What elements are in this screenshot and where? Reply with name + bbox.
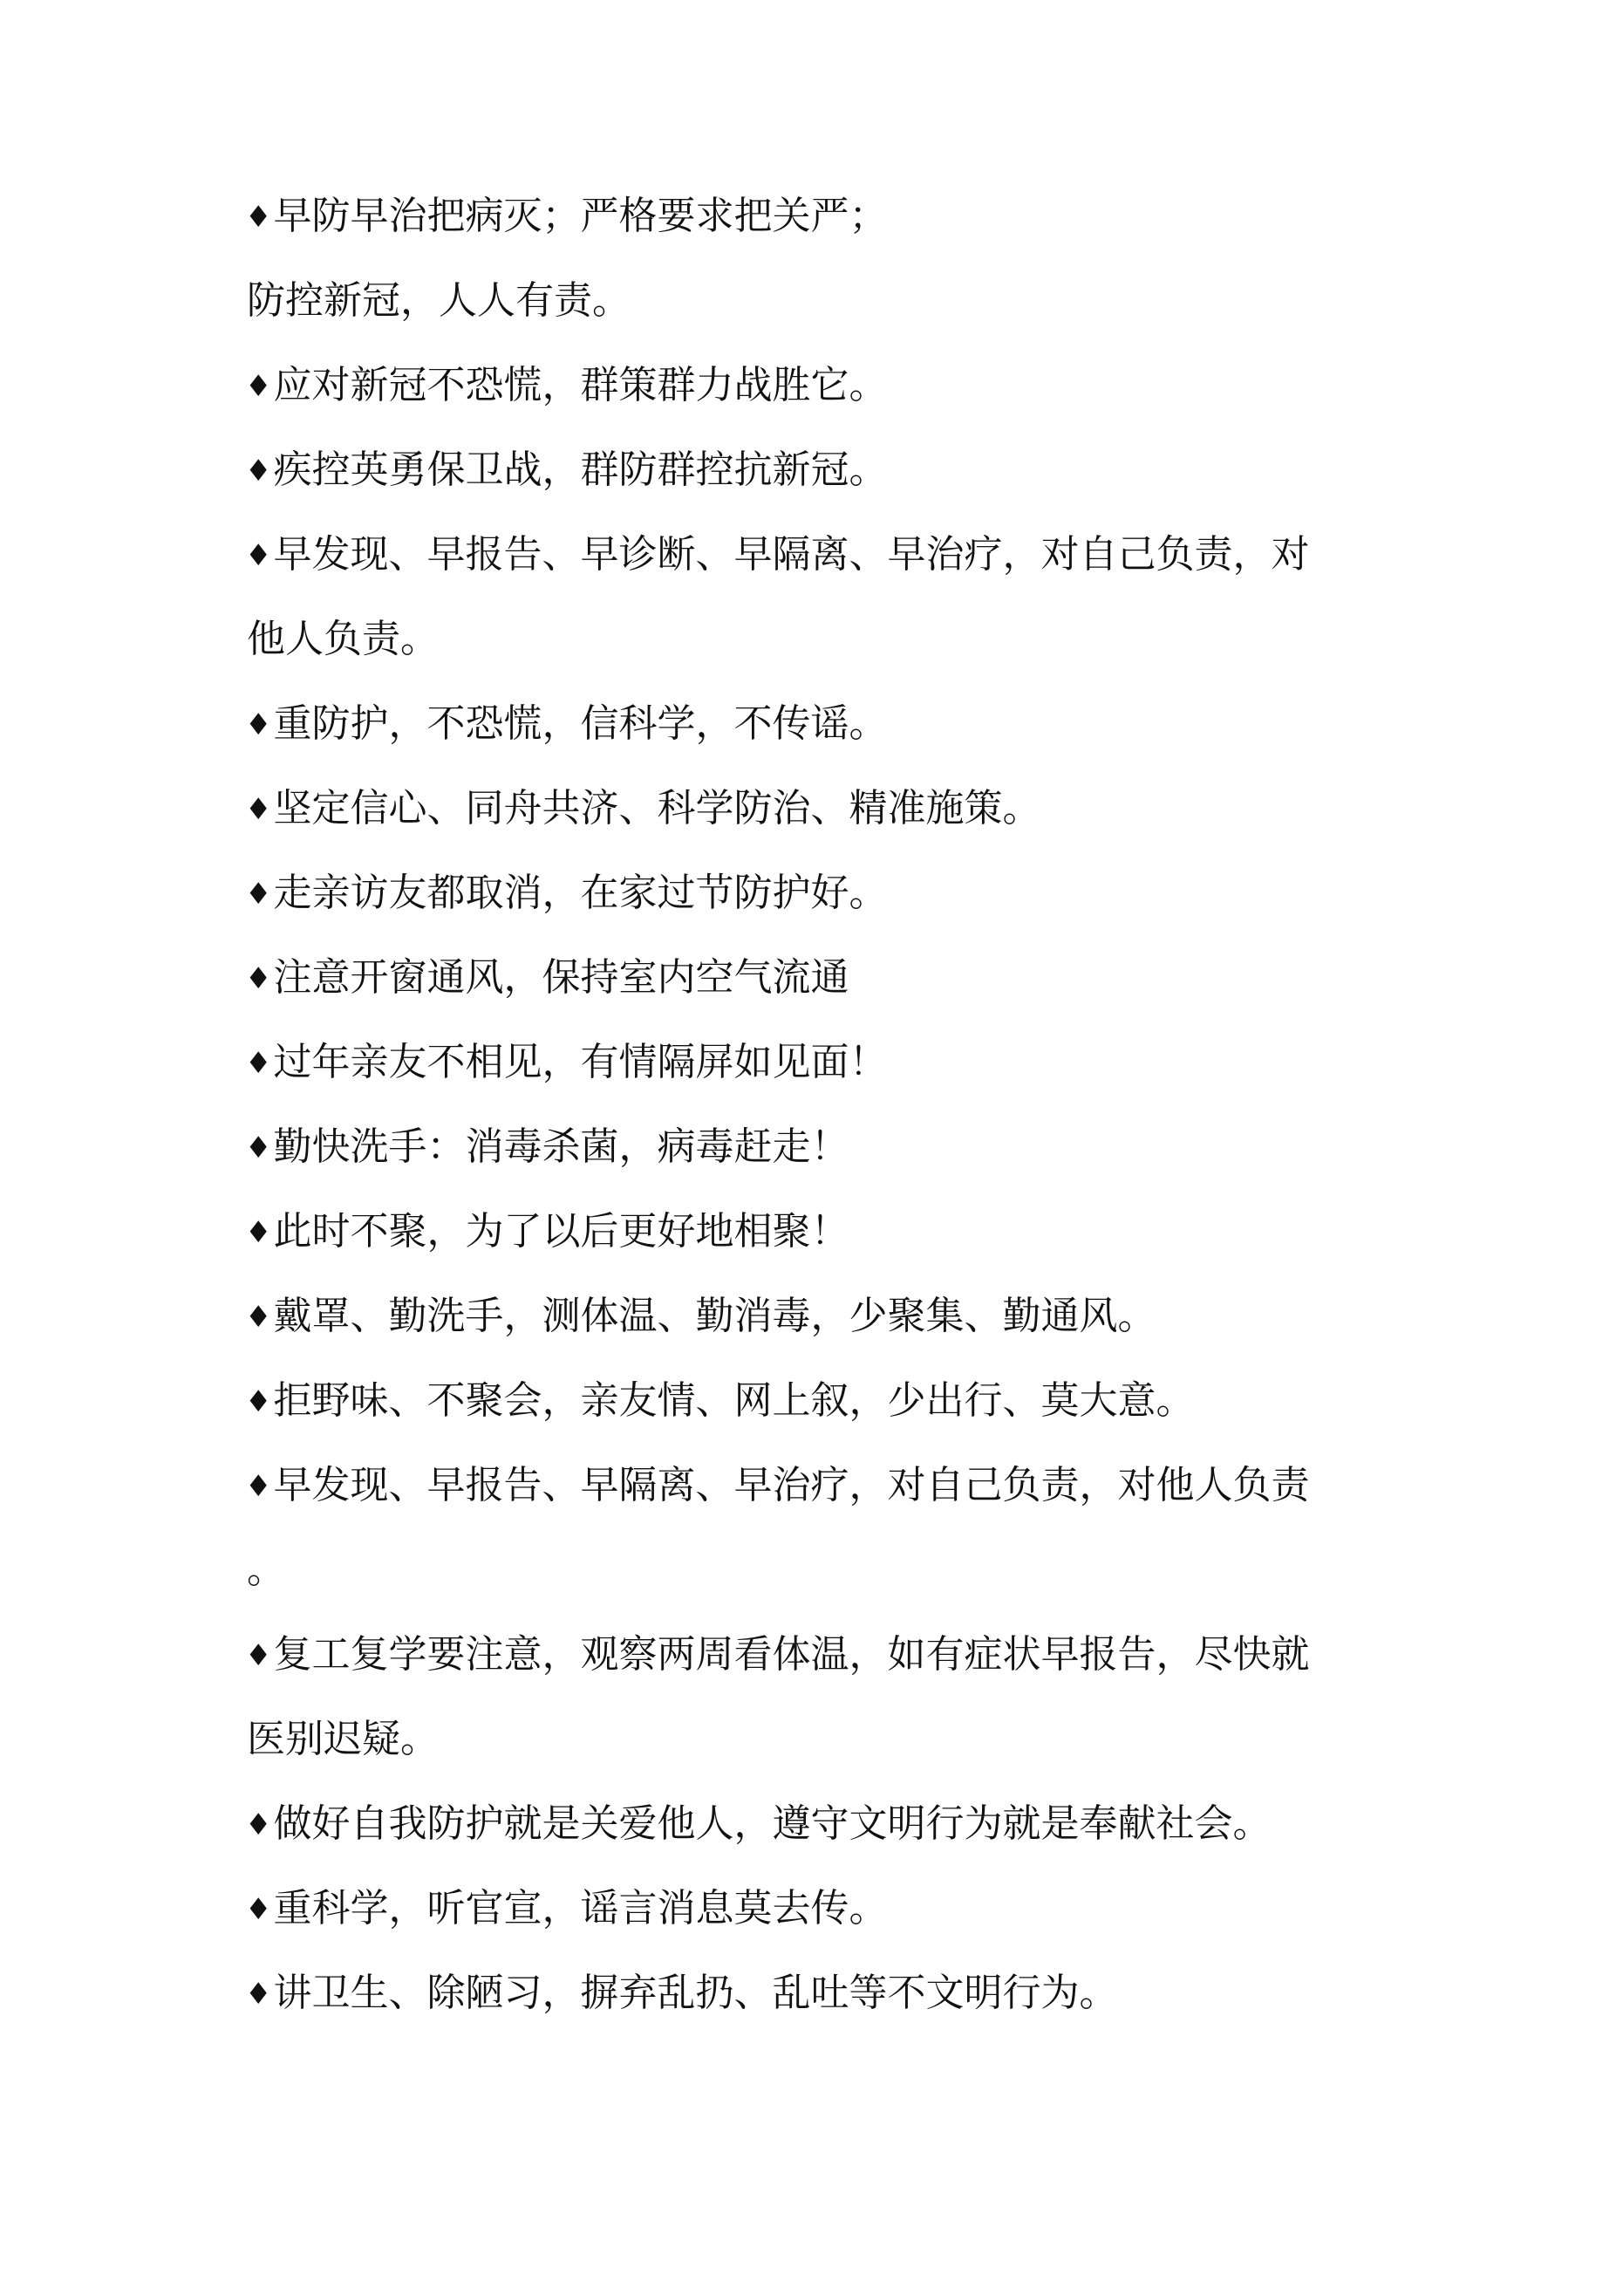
line-text: 重防护，不恐慌，信科学，不传谣。 (273, 701, 888, 746)
line-text: 戴罩、勤洗手，测体温、勤消毒，少聚集、勤通风。 (273, 1294, 1156, 1338)
text-line (245, 1719, 1414, 1760)
text-line (245, 534, 1414, 576)
diamond-bullet-icon: ♦ (245, 538, 272, 573)
line-text: 重科学，听官宣，谣言消息莫去传。 (273, 1886, 888, 1930)
line-text: 注意开窗通风，保持室内空气流通 (273, 955, 849, 1000)
line-text: 复工复学要注意，观察两周看体温，如有症状早报告，尽快就 (273, 1632, 1310, 1677)
text-line (245, 365, 1414, 407)
text-line (245, 449, 1414, 491)
line-text: 走亲访友都取消，在家过节防护好。 (273, 871, 888, 915)
text-line (245, 788, 1414, 830)
diamond-bullet-icon: ♦ (245, 369, 272, 404)
text-line (245, 195, 1414, 237)
text-line (245, 1888, 1414, 1930)
diamond-bullet-icon: ♦ (245, 1892, 272, 1927)
text-line (245, 1211, 1414, 1253)
diamond-bullet-icon: ♦ (245, 707, 272, 742)
text-line (245, 1380, 1414, 1422)
line-text: 早防早治把病灭；严格要求把关严； (273, 194, 888, 238)
diamond-bullet-icon: ♦ (245, 1977, 272, 2012)
line-text: 他人负责。 (247, 617, 439, 661)
diamond-bullet-icon: ♦ (245, 792, 272, 827)
line-text: 疾控英勇保卫战，群防群控抗新冠。 (273, 448, 888, 492)
text-line (245, 957, 1414, 999)
line-text: 拒野味、不聚会，亲友情、网上叙，少出行、莫大意。 (273, 1378, 1195, 1423)
text-line (245, 280, 1414, 322)
line-text: 坚定信心、同舟共济、科学防治、精准施策。 (273, 786, 1041, 830)
text-line (245, 1634, 1414, 1676)
text-line (245, 872, 1414, 914)
document-body (245, 195, 1414, 2057)
line-text: 早发现、早报告、早诊断、早隔离、早治疗，对自己负责，对 (273, 532, 1310, 577)
line-text: 防控新冠，人人有责。 (247, 278, 631, 323)
text-line (245, 1972, 1414, 2014)
text-line (245, 1803, 1414, 1845)
text-line (245, 1126, 1414, 1168)
text-line (245, 1549, 1414, 1591)
line-text: 此时不聚，为了以后更好地相聚！ (273, 1209, 849, 1254)
diamond-bullet-icon: ♦ (245, 1300, 272, 1335)
text-line (245, 703, 1414, 745)
text-line (245, 618, 1414, 660)
diamond-bullet-icon: ♦ (245, 961, 272, 996)
diamond-bullet-icon: ♦ (245, 1807, 272, 1842)
diamond-bullet-icon: ♦ (245, 1131, 272, 1165)
line-text: 过年亲友不相见，有情隔屏如见面！ (273, 1040, 888, 1084)
diamond-bullet-icon: ♦ (245, 1046, 272, 1081)
diamond-bullet-icon: ♦ (245, 454, 272, 489)
text-line (245, 1295, 1414, 1337)
line-text: 讲卫生、除陋习，摒弃乱扔、乱吐等不文明行为。 (273, 1971, 1118, 2015)
line-text: 。 (247, 1548, 285, 1592)
diamond-bullet-icon: ♦ (245, 1384, 272, 1419)
diamond-bullet-icon: ♦ (245, 200, 272, 235)
text-line (245, 1465, 1414, 1507)
diamond-bullet-icon: ♦ (245, 1215, 272, 1250)
text-line (245, 1042, 1414, 1083)
diamond-bullet-icon: ♦ (245, 1469, 272, 1504)
line-text: 勤快洗手：消毒杀菌，病毒赶走！ (273, 1124, 849, 1169)
line-text: 做好自我防护就是关爱他人，遵守文明行为就是奉献社会。 (273, 1801, 1272, 1846)
line-text: 应对新冠不恐慌，群策群力战胜它。 (273, 363, 888, 407)
line-text: 医别迟疑。 (247, 1717, 439, 1761)
line-text: 早发现、早报告、早隔离、早治疗，对自己负责，对他人负责 (273, 1463, 1310, 1507)
diamond-bullet-icon: ♦ (245, 877, 272, 912)
diamond-bullet-icon: ♦ (245, 1638, 272, 1673)
